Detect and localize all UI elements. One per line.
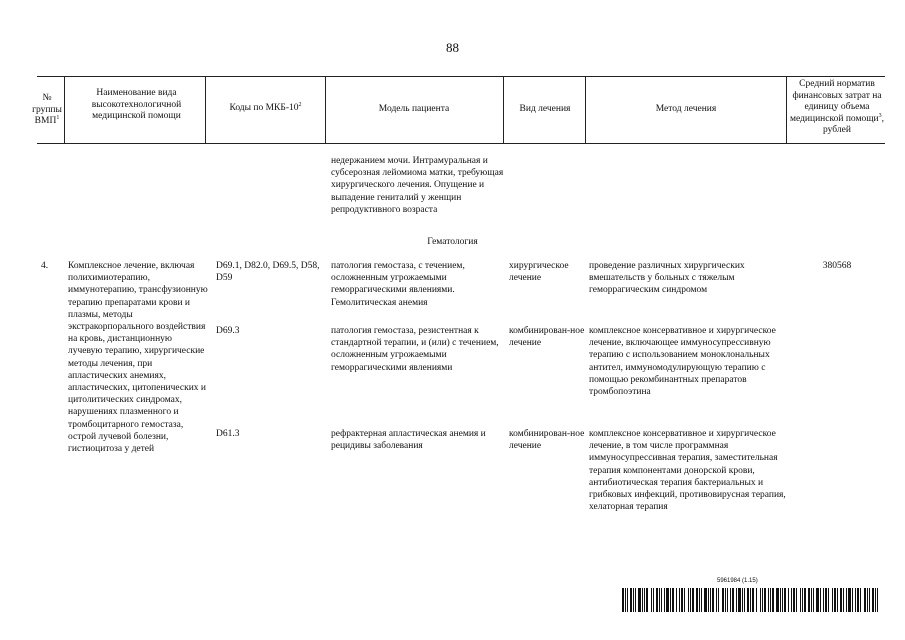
continuation-model-text: недержанием мочи. Интрамуральная и субсерозная лейомиома матки, требующая хирургического лечения. Опущение и выпадение гениталий у женщин репродуктивного возраста	[331, 156, 504, 215]
row-treatment-type: комбинирован-ное лечение	[509, 429, 585, 452]
header-model: Модель пациента	[378, 104, 450, 114]
barcode-bar	[813, 588, 814, 612]
barcode-bar	[825, 588, 827, 612]
barcode-bar	[877, 588, 878, 612]
group-name: Комплексное лечение, включая полихимиотерапию, иммунотерапию, трансфузионную терапию препаратами крови и плазмы, методы экстракорпорального воздействия на кровь, дистанционную лучевую терапию, хирургические методы лечения, при апластических анемиях, апластических, цитопенических и цитолитических синдромах, нарушениях плазменного и тромбоцитарного гемостаза, острой лучевой болезни, гистиоцитоза у детей	[68, 261, 208, 455]
barcode-bar	[696, 588, 698, 612]
barcode-bar	[867, 588, 868, 612]
group-cost: 380568	[822, 261, 852, 271]
barcode-bar	[875, 588, 876, 612]
barcode-bar	[725, 588, 726, 612]
barcode-bar	[852, 588, 853, 612]
barcode-bar	[820, 588, 821, 612]
barcode-bar	[848, 588, 851, 612]
barcode-bar	[762, 588, 763, 612]
barcode-bar	[625, 588, 626, 612]
barcode-bar	[701, 588, 702, 612]
barcode-bar	[846, 588, 847, 612]
barcode-bar	[752, 588, 754, 612]
header-method: Метод лечения	[655, 104, 717, 114]
barcode-bar	[742, 588, 743, 612]
barcode-bar	[869, 588, 870, 612]
barcode-bar	[644, 588, 645, 612]
header-name: Наименование вида высокотехнологичной медицинской помощи	[91, 88, 182, 121]
barcode-bar	[864, 588, 866, 612]
barcode-bar	[670, 588, 671, 612]
barcode-bar	[860, 588, 861, 612]
barcode-bar	[642, 588, 643, 612]
barcode	[622, 588, 884, 612]
barcode-bar	[788, 588, 789, 612]
barcode-bar	[796, 588, 797, 612]
barcode-bar	[834, 588, 836, 612]
barcode-bar	[800, 588, 801, 612]
barcode-bar	[782, 588, 783, 612]
barcode-bar	[688, 588, 689, 612]
barcode-bar	[633, 588, 634, 612]
barcode-bar	[661, 588, 662, 612]
barcode-bar	[727, 588, 728, 612]
barcode-bar	[690, 588, 691, 612]
barcode-bar	[811, 588, 812, 612]
barcode-bar	[659, 588, 660, 612]
barcode-bar	[828, 588, 829, 612]
header-group-number: № группы ВМП$^1$	[32, 93, 62, 126]
barcode-bar	[768, 588, 769, 612]
barcode-bar	[857, 588, 859, 612]
barcode-bar	[627, 588, 628, 612]
barcode-label: 5961984 (1.15)	[717, 578, 758, 584]
header-divider	[325, 76, 326, 143]
section-title: Гематология	[427, 237, 478, 247]
header-divider	[585, 76, 586, 143]
page-number: 88	[446, 40, 459, 55]
header-cost: Средний норматив финансовых затрат на единицу объема медицинской помощи$^3$, рублей	[789, 79, 885, 135]
barcode-bar	[722, 588, 724, 612]
barcode-bar	[791, 588, 792, 612]
barcode-bar	[832, 588, 833, 612]
header-divider	[205, 76, 206, 143]
barcode-bar	[638, 588, 641, 612]
table-header-bottom-rule	[37, 143, 885, 144]
barcode-bar	[750, 588, 751, 612]
row-model: патология гемостаза, резистентная к стандартной терапии, и (или) с течением, осложненным угрожаемыми геморрагическими явлениями	[331, 326, 499, 373]
barcode-bar	[793, 588, 795, 612]
header-divider	[786, 76, 787, 143]
barcode-bar	[756, 588, 757, 612]
barcode-bar	[672, 588, 674, 612]
barcode-bar	[816, 588, 819, 612]
row-model: патология гемостаза, с течением, осложненным угрожаемыми геморрагическими явлениями. Гемолитическая анемия	[331, 261, 465, 308]
row-codes: D69.3	[216, 326, 240, 336]
barcode-bar	[747, 588, 749, 612]
barcode-bar	[653, 588, 654, 612]
barcode-bar	[760, 588, 761, 612]
barcode-bar	[784, 588, 786, 612]
barcode-bar	[802, 588, 803, 612]
barcode-bar	[656, 588, 658, 612]
barcode-bar	[630, 588, 632, 612]
barcode-bar	[804, 588, 806, 612]
barcode-bar	[681, 588, 683, 612]
barcode-bar	[808, 588, 810, 612]
row-treatment-type: хирургическое лечение	[509, 261, 569, 284]
barcode-bar	[646, 588, 648, 612]
barcode-bar	[855, 588, 856, 612]
barcode-bar	[716, 588, 717, 612]
barcode-bar	[666, 588, 669, 612]
row-codes: D69.1, D82.0, D69.5, D58, D59	[216, 261, 320, 284]
barcode-bar	[764, 588, 766, 612]
barcode-bar	[712, 588, 714, 612]
table-header-top-rule	[37, 76, 885, 77]
header-type: Вид лечения	[519, 104, 571, 114]
barcode-bar	[840, 588, 842, 612]
barcode-bar	[664, 588, 665, 612]
barcode-bar	[684, 588, 685, 612]
barcode-bar	[710, 588, 711, 612]
barcode-bar	[872, 588, 874, 612]
row-method: комплексное консервативное и хирургическое лечение, в том числе программная иммуносупрессивная терапия, заместительная терапия компонентами донорской крови, антибиотическая терапия бактериальных и грибковых инфекций, противовирусная терапия, хелаторная терапия	[589, 429, 786, 513]
barcode-bar	[837, 588, 838, 612]
barcode-bar	[730, 588, 731, 612]
header-codes: Коды по МКБ-$10^2$	[229, 101, 302, 113]
barcode-bar	[736, 588, 737, 612]
barcode-bar	[770, 588, 771, 612]
barcode-bar	[744, 588, 745, 612]
barcode-bar	[692, 588, 694, 612]
row-codes: D61.3	[216, 429, 240, 439]
header-divider	[503, 76, 504, 143]
barcode-bar	[738, 588, 741, 612]
barcode-bar	[635, 588, 636, 612]
barcode-bar	[772, 588, 774, 612]
barcode-bar	[679, 588, 680, 612]
barcode-bar	[708, 588, 709, 612]
barcode-bar	[843, 588, 844, 612]
row-method: проведение различных хирургических вмешательств у больных с тяжелым геморрагическим синдромом	[589, 261, 745, 296]
barcode-bar	[676, 588, 677, 612]
barcode-bar	[651, 588, 652, 612]
row-method: комплексное консервативное и хирургическое лечение, включающее иммуносупрессивную терапию с использованием моноклональных антител, иммуномодулирующую терапию с помощью рекомбинантных препаратов тромбопоэтина	[589, 326, 776, 398]
row-treatment-type: комбинирован-ное лечение	[509, 326, 585, 349]
barcode-bar	[622, 588, 624, 612]
row-model: рефрактерная апластическая анемия и рецидивы заболевания	[331, 429, 486, 452]
barcode-bar	[776, 588, 779, 612]
barcode-bar	[823, 588, 824, 612]
barcode-bar	[699, 588, 700, 612]
group-number: 4.	[41, 261, 49, 271]
barcode-bar	[732, 588, 734, 612]
barcode-bar	[718, 588, 719, 612]
barcode-bar	[704, 588, 707, 612]
barcode-bar	[780, 588, 781, 612]
